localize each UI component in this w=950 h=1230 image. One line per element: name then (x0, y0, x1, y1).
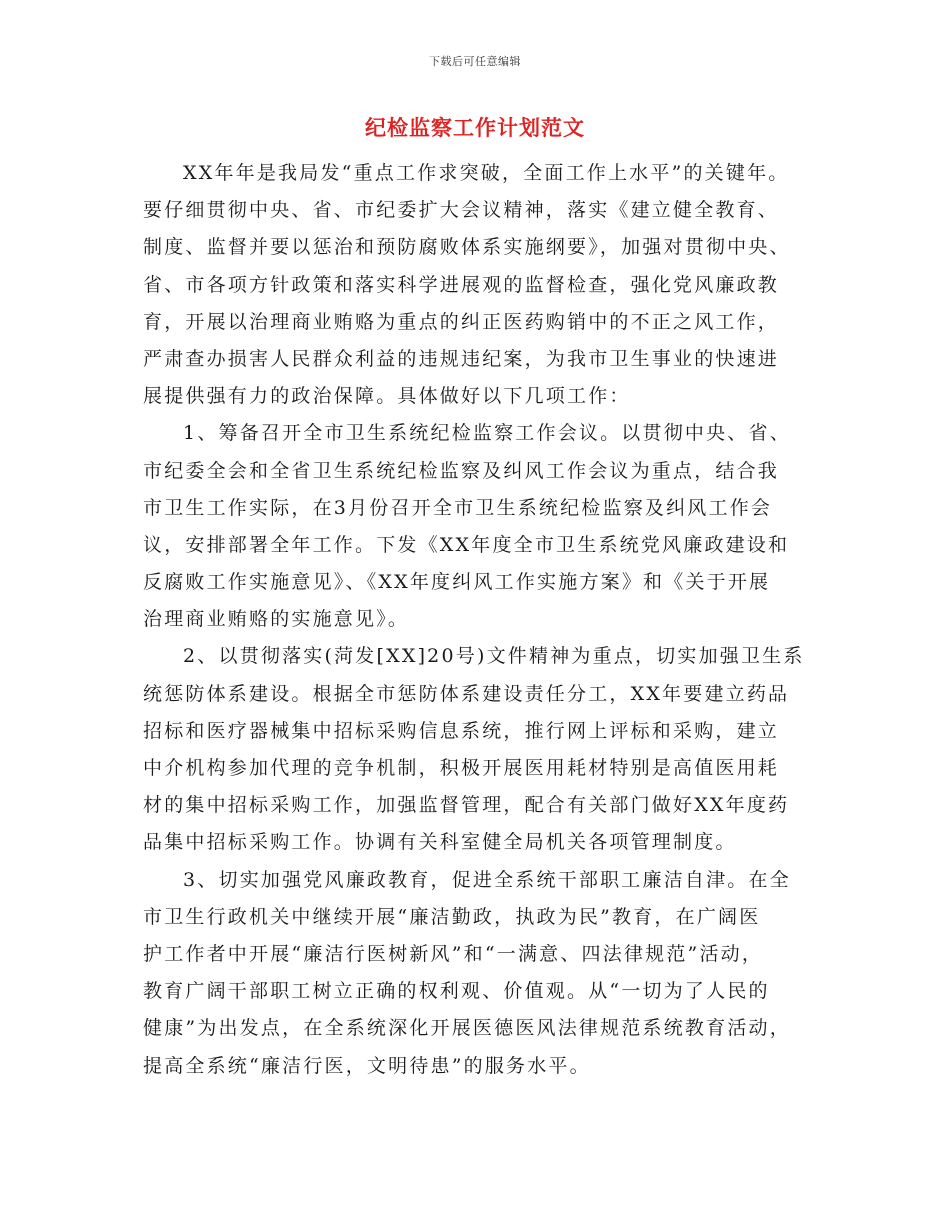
text-line: 严肃查办损害人民群众利益的违规违纪案，为我市卫生事业的快速进 (143, 347, 780, 370)
text-line: 健康”为出发点，在全系统深化开展医德医风法律规范系统教育活动， (143, 1017, 791, 1040)
text-line: 2、以贯彻落实(菏发[XX]20号)文件精神为重点，切实加强卫生系 (183, 645, 805, 668)
paragraph-item-1 (143, 415, 811, 638)
text-line: 护工作者中开展“廉洁行医树新风”和“一满意、四法律规范”活动， (143, 942, 764, 965)
text-line: 治理商业贿赂的实施意见》。 (143, 608, 410, 631)
text-line: 3、切实加强党风廉政教育，促进全系统干部职工廉洁自津。在全 (183, 868, 791, 891)
text-line: 市卫生行政机关中继续开展“廉洁勤政，执政为民”教育，在广阔医 (143, 905, 761, 928)
text-line: 材的集中招标采购工作，加强监督管理，配合有关部门做好XX年度药 (143, 794, 790, 817)
text-line: 省、市各项方针政策和落实科学进展观的监督检查，强化党风廉政教 (143, 273, 780, 296)
text-line: 市卫生工作实际，在3月份召开全市卫生系统纪检监察及纠风工作会 (143, 496, 773, 519)
text-line: 提高全系统“廉洁行医，文明待患”的服务水平。 (143, 1054, 591, 1077)
document-body (143, 155, 811, 1085)
document-title: 纪检监察工作计划范文 (365, 115, 585, 140)
text-line: 招标和医疗器械集中招标采购信息系统，推行网上评标和采购，建立 (143, 719, 780, 742)
text-line: 品集中招标采购工作。协调有关科室健全局机关各项管理制度。 (143, 831, 737, 854)
text-line: 议，安排部署全年工作。下发《XX年度全市卫生系统党风廉政建设和 (143, 533, 790, 556)
text-line: 统惩防体系建设。根据全市惩防体系建设责任分工，XX年要建立药品 (143, 682, 790, 705)
text-line: 中介机构参加代理的竞争机制，积极开展医用耗材特别是高值医用耗 (143, 757, 780, 779)
paragraph-item-3 (143, 862, 811, 1085)
text-line: 1、筹备召开全市卫生系统纪检监察工作会议。以贯彻中央、省、 (183, 422, 791, 445)
text-line: 要仔细贯彻中央、省、市纪委扩大会议精神，落实《建立健全教育、 (143, 199, 780, 222)
paragraph-intro (143, 155, 811, 415)
text-line: 市纪委全会和全省卫生系统纪检监察及纠风工作会议为重点，结合我 (143, 459, 780, 482)
text-line: 教育广阔干部职工树立正确的权利观、价值观。从“一切为了人民的 (143, 980, 770, 1003)
page-header-note: 下载后可任意编辑 (429, 55, 521, 68)
paragraph-item-2 (143, 638, 811, 861)
text-line: XX年年是我局发“重点工作求突破，全面工作上水平”的关键年。 (183, 162, 790, 184)
text-line: 展提供强有力的政治保障。具体做好以下几项工作： (143, 385, 631, 408)
text-line: 反腐败工作实施意见》、《XX年度纠风工作实施方案》和《关于开展 (143, 571, 771, 594)
text-line: 育，开展以治理商业贿赂为重点的纠正医药购销中的不正之风工作， (143, 310, 780, 333)
text-line: 制度、监督并要以惩治和预防腐败体系实施纲要》，加强对贯彻中央、 (143, 236, 791, 259)
